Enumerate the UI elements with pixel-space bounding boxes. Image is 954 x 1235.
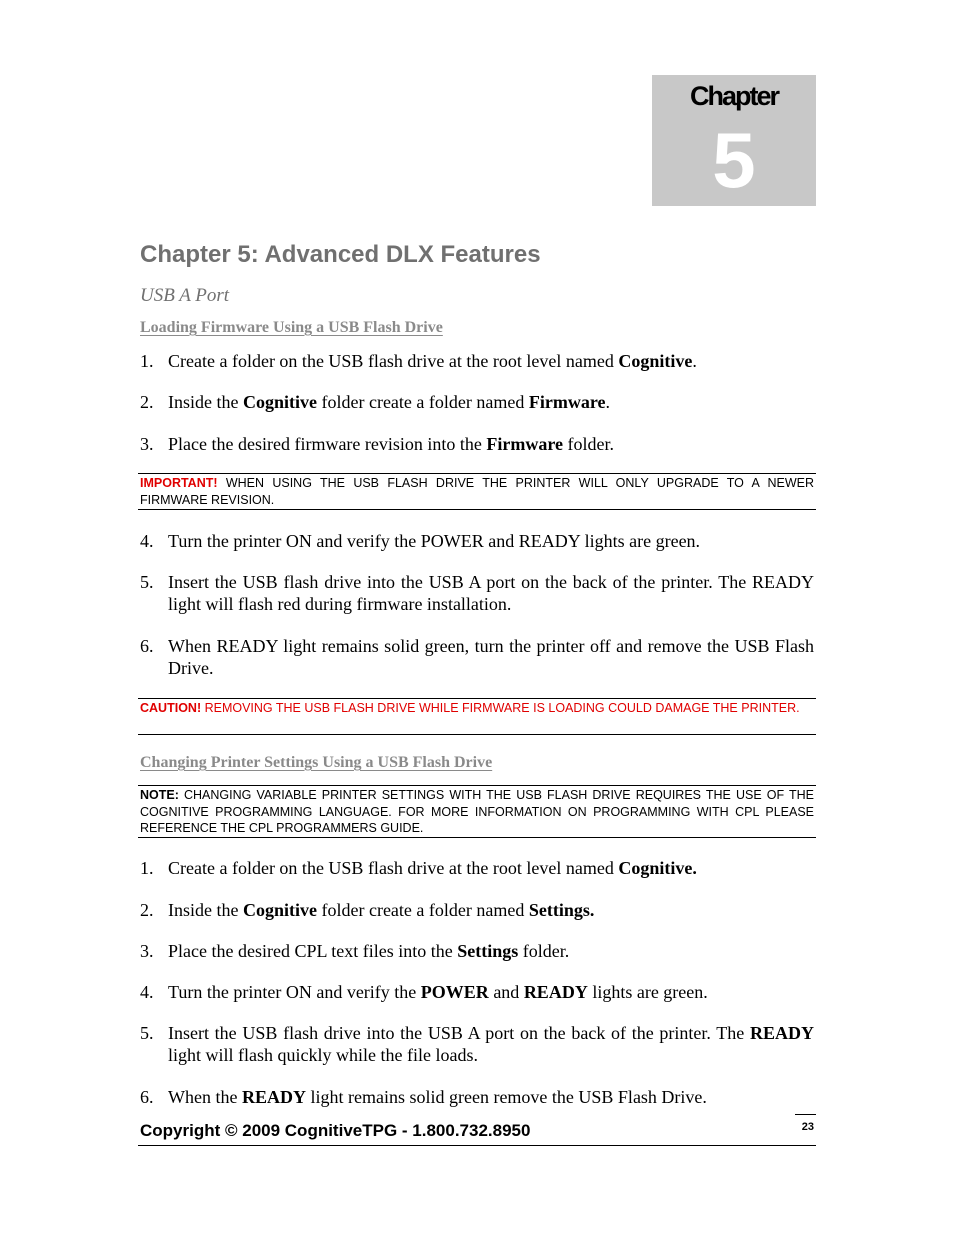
step-text: Place the desired CPL text files into the Settings folder. bbox=[168, 941, 570, 961]
step-number: 3. bbox=[140, 434, 154, 454]
step-text: Place the desired firmware revision into the Firmware folder. bbox=[168, 434, 615, 454]
step-text: Inside the Cognitive folder create a folder named Settings. bbox=[168, 900, 595, 920]
step-text: When READY light remains solid green, turn the printer off and remove the USB Flash Drive. bbox=[168, 636, 814, 678]
settings-step-3 bbox=[140, 940, 814, 962]
settings-subtitle: Changing Printer Settings Using a USB Flash Drive bbox=[140, 754, 493, 771]
firmware-subtitle: Loading Firmware Using a USB Flash Drive bbox=[140, 319, 443, 336]
step-text: Turn the printer ON and verify the POWER and READY lights are green. bbox=[168, 531, 701, 551]
step-number: 1. bbox=[140, 858, 154, 878]
important-notice bbox=[138, 473, 816, 510]
step-number: 4. bbox=[140, 531, 154, 551]
page-number: 23 bbox=[801, 1121, 814, 1133]
note-notice bbox=[138, 785, 816, 838]
chapter-title: Chapter 5: Advanced DLX Features bbox=[140, 241, 541, 268]
step-number: 6. bbox=[140, 636, 154, 656]
copyright-text: Copyright © 2009 CognitiveTPG - 1.800.732.8950 bbox=[140, 1121, 531, 1140]
caution-notice bbox=[138, 698, 816, 735]
step-text: Insert the USB flash drive into the USB A port on the back of the printer. The READY light will flash red during firmware installation. bbox=[168, 572, 814, 614]
step-text: Insert the USB flash drive into the USB A port on the back of the printer. The READY light will flash quickly while the file loads. bbox=[168, 1023, 814, 1065]
settings-step-1 bbox=[140, 857, 814, 879]
step-number: 1. bbox=[140, 351, 154, 371]
step-number: 2. bbox=[140, 392, 154, 412]
step-number: 2. bbox=[140, 900, 154, 920]
chapter-badge bbox=[652, 75, 816, 206]
firmware-step-5 bbox=[140, 571, 814, 615]
caution-text: REMOVING THE USB FLASH DRIVE WHILE FIRMWARE IS LOADING COULD DAMAGE THE PRINTER. bbox=[201, 701, 800, 715]
firmware-step-1 bbox=[140, 350, 814, 372]
step-number: 3. bbox=[140, 941, 154, 961]
firmware-step-2 bbox=[140, 391, 814, 413]
note-text: CHANGING VARIABLE PRINTER SETTINGS WITH THE USB FLASH DRIVE REQUIRES THE USE OF THE COGNITIVE PROGRAMMING LANGUAGE. FOR MORE INFORMATION ON PROGRAMMING WITH CPL PLEASE REFERENCE THE CPL PROGRAMMERS GUIDE. bbox=[140, 788, 814, 835]
firmware-step-4 bbox=[140, 530, 814, 552]
chapter-word: Chapter bbox=[689, 81, 778, 111]
important-tag: IMPORTANT! bbox=[140, 476, 218, 490]
footer-divider bbox=[795, 1114, 816, 1115]
firmware-step-3 bbox=[140, 433, 814, 455]
step-number: 6. bbox=[140, 1087, 154, 1107]
note-tag: NOTE: bbox=[140, 788, 179, 802]
step-number: 4. bbox=[140, 982, 154, 1002]
step-text: Create a folder on the USB flash drive at the root level named Cognitive. bbox=[168, 858, 697, 878]
page-footer bbox=[138, 1119, 816, 1146]
step-number: 5. bbox=[140, 572, 154, 592]
step-text: Inside the Cognitive folder create a folder named Firmware. bbox=[168, 392, 611, 412]
step-text: Turn the printer ON and verify the POWER and READY lights are green. bbox=[168, 982, 708, 1002]
caution-tag: CAUTION! bbox=[140, 701, 202, 715]
settings-step-4 bbox=[140, 981, 814, 1003]
step-text: Create a folder on the USB flash drive at the root level named Cognitive. bbox=[168, 351, 697, 371]
chapter-number: 5 bbox=[712, 116, 756, 204]
step-number: 5. bbox=[140, 1023, 154, 1043]
important-text: WHEN USING THE USB FLASH DRIVE THE PRINTER WILL ONLY UPGRADE TO A NEWER FIRMWARE REVISION. bbox=[140, 476, 814, 507]
firmware-step-6 bbox=[140, 635, 814, 679]
step-text: When the READY light remains solid green remove the USB Flash Drive. bbox=[168, 1087, 707, 1107]
settings-step-6 bbox=[140, 1086, 814, 1108]
section-title: USB A Port bbox=[140, 285, 230, 306]
settings-step-5 bbox=[140, 1022, 814, 1066]
settings-step-2 bbox=[140, 899, 814, 921]
